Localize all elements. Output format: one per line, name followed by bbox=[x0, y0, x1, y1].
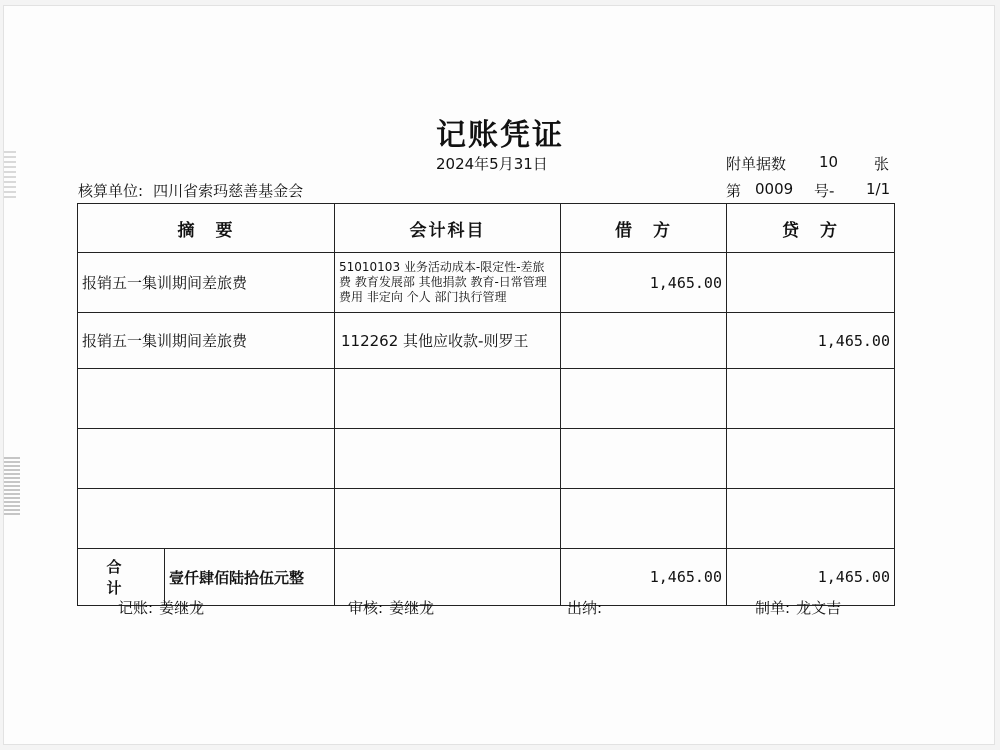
table-row bbox=[78, 369, 895, 429]
entry-summary bbox=[78, 489, 335, 549]
accounting-unit-value: 四川省索玛慈善基金会 bbox=[153, 182, 304, 200]
voucher-number-suffix: 号- bbox=[814, 182, 835, 200]
entry-summary bbox=[78, 369, 335, 429]
entry-debit bbox=[561, 429, 727, 489]
entry-account bbox=[335, 429, 561, 489]
total-debit: 1,465.00 bbox=[561, 549, 727, 606]
total-label: 合 计 bbox=[78, 549, 165, 605]
total-cell bbox=[78, 549, 335, 606]
entry-credit bbox=[727, 489, 895, 549]
entry-credit bbox=[727, 369, 895, 429]
table-row bbox=[78, 489, 895, 549]
attachments-number: 10 bbox=[819, 153, 839, 171]
review-label: 审核: bbox=[348, 599, 384, 617]
voucher-number-prefix: 第 bbox=[726, 182, 742, 200]
signature-review bbox=[348, 597, 434, 618]
entry-credit: 1,465.00 bbox=[727, 313, 895, 369]
voucher-page: 1/1 bbox=[866, 180, 891, 198]
review-name: 姜继龙 bbox=[389, 599, 435, 617]
voucher-table bbox=[77, 203, 895, 606]
scan-artifact bbox=[4, 455, 20, 515]
entry-summary: 报销五一集训期间差旅费 bbox=[78, 253, 335, 313]
bookkeeping-name: 姜继龙 bbox=[159, 599, 205, 617]
voucher-number-value: 0009 bbox=[755, 180, 794, 198]
entry-summary: 报销五一集训期间差旅费 bbox=[78, 313, 335, 369]
voucher-date: 2024年5月31日 bbox=[436, 155, 548, 173]
entry-credit bbox=[727, 253, 895, 313]
cashier-label: 出纳: bbox=[567, 599, 603, 617]
bookkeeping-label: 记账: bbox=[118, 599, 154, 617]
signature-prepared bbox=[755, 597, 841, 618]
attachments-label: 附单据数 bbox=[726, 155, 787, 173]
accounting-unit-label: 核算单位: bbox=[78, 182, 144, 200]
entry-summary bbox=[78, 429, 335, 489]
voucher-title: 记账凭证 bbox=[436, 118, 564, 153]
total-credit: 1,465.00 bbox=[727, 549, 895, 606]
table-row bbox=[78, 253, 895, 313]
prepared-label: 制单: bbox=[755, 599, 791, 617]
entry-debit bbox=[561, 369, 727, 429]
accounting-unit bbox=[78, 180, 303, 201]
col-credit: 贷 方 bbox=[727, 204, 895, 253]
signature-bookkeeping bbox=[118, 597, 204, 618]
prepared-name: 龙文吉 bbox=[796, 599, 842, 617]
entry-debit bbox=[561, 489, 727, 549]
scan-artifact bbox=[4, 150, 16, 198]
total-amount-words: 壹仟肆佰陆拾伍元整 bbox=[169, 568, 305, 587]
table-row bbox=[78, 429, 895, 489]
entry-credit bbox=[727, 429, 895, 489]
entry-account bbox=[335, 369, 561, 429]
attachments-unit: 张 bbox=[874, 155, 890, 173]
table-header bbox=[78, 204, 895, 253]
table-row bbox=[78, 313, 895, 369]
entry-account: 51010103 业务活动成本-限定性-差旅费 教育发展部 其他捐款 教育-日常管理费用 非定向 个人 部门执行管理 bbox=[335, 253, 561, 313]
entry-account: 112262 其他应收款-则罗王 bbox=[335, 313, 561, 369]
col-summary: 摘 要 bbox=[78, 204, 335, 253]
entry-account bbox=[335, 489, 561, 549]
signature-cashier bbox=[567, 597, 608, 618]
col-debit: 借 方 bbox=[561, 204, 727, 253]
entry-debit bbox=[561, 313, 727, 369]
entry-debit: 1,465.00 bbox=[561, 253, 727, 313]
col-account: 会计科目 bbox=[335, 204, 561, 253]
